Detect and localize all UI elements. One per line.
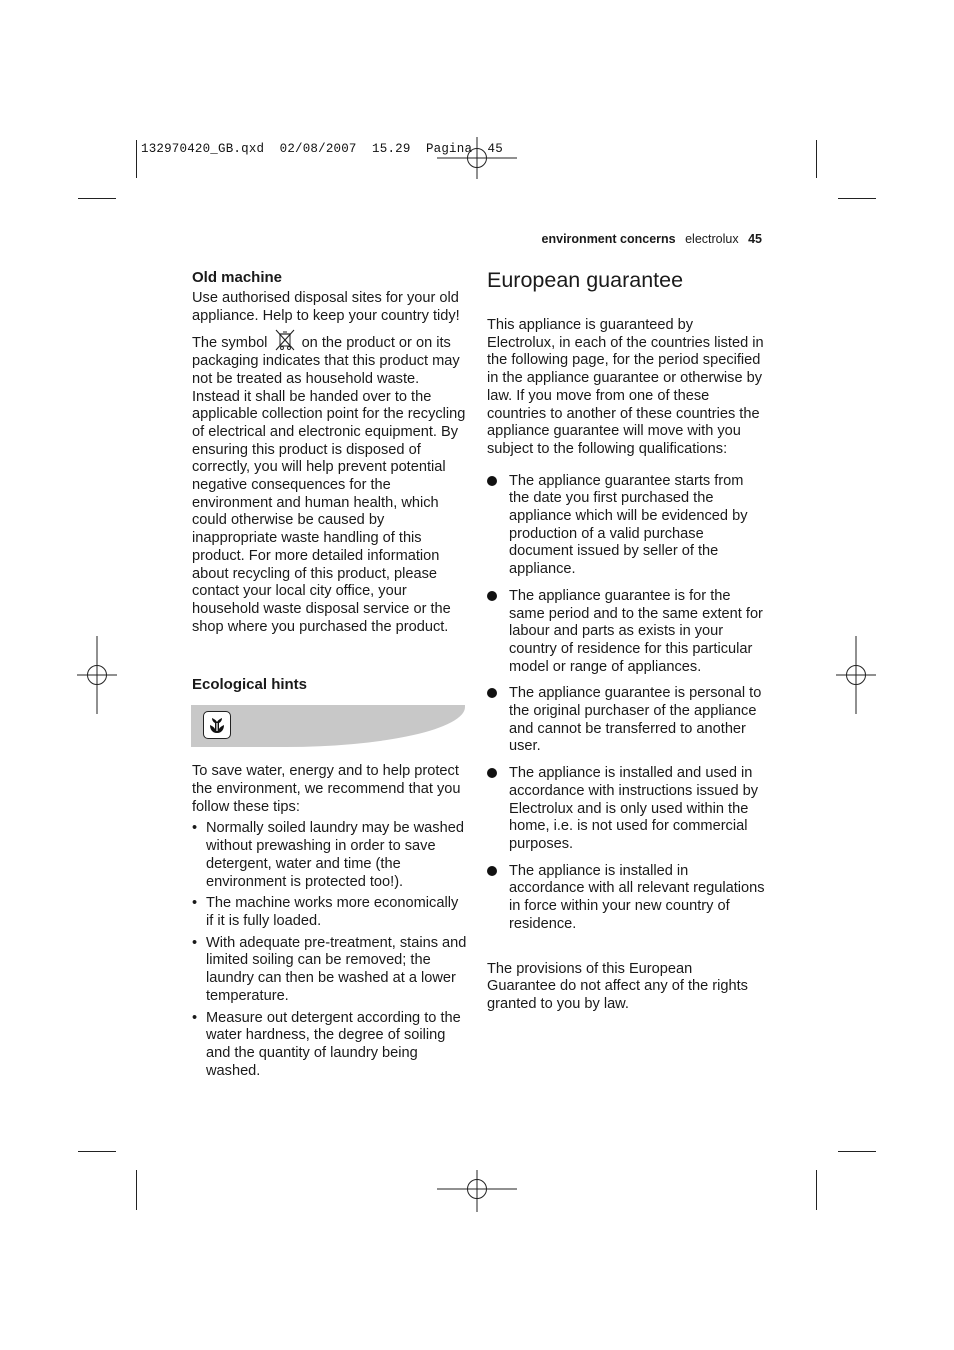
crop-mark <box>136 140 137 178</box>
list-item: • The machine works more economically if it is fully loaded. <box>192 895 459 929</box>
list-item: • With adequate pre-treatment, stains and limited soiling can be removed; the laundry can then be washed at a lower temperature. <box>192 934 467 1004</box>
ecological-hints-heading: Ecological hints <box>192 676 308 694</box>
page-number: 45 <box>748 232 762 246</box>
bullet <box>487 688 497 698</box>
left-column <box>192 268 468 1084</box>
old-machine-para2 <box>192 329 468 636</box>
ecological-hints-band <box>191 705 465 747</box>
old-machine-para1: Use authorised disposal sites for your old appliance. Help to keep your country tidy! <box>192 290 460 324</box>
eco-tips-list <box>192 820 468 1080</box>
right-column <box>487 266 765 1014</box>
registration-mark-icon <box>836 636 876 714</box>
bullet <box>487 476 497 486</box>
running-header <box>542 232 762 246</box>
eco-intro: To save water, energy and to help protect the environment, we recommend that you follow these tips: <box>192 763 461 815</box>
guarantee-closing: The provisions of this European Guarantee do not affect any of the rights granted to you by law. <box>487 960 748 1012</box>
bullet <box>487 768 497 778</box>
header-brand: electrolux <box>685 232 739 246</box>
list-item: The appliance guarantee starts from the date you first purchased the appliance which will be evidenced by production of a valid purchase document issued by seller of the appliance. <box>487 473 765 579</box>
crop-mark <box>78 1151 116 1152</box>
bullet <box>487 591 497 601</box>
page-title: European guarantee <box>487 268 684 292</box>
header-section: environment concerns <box>541 232 676 246</box>
list-item: The appliance is installed and used in accordance with instructions issued by Electrolux and is only used within the home, i.e. is not used for commercial purposes. <box>487 765 765 854</box>
crop-mark <box>838 1151 876 1152</box>
crop-mark <box>78 198 116 199</box>
crop-mark <box>136 1170 137 1210</box>
eco-flower-icon <box>203 711 231 739</box>
registration-mark-icon <box>437 1170 517 1212</box>
crop-mark <box>816 1170 817 1210</box>
list-item: • Normally soiled laundry may be washed without prewashing in order to save detergent, water and time (the environment is protected too!). <box>192 820 464 890</box>
print-slug: 132970420_GB.qxd 02/08/2007 15.29 Pagina 45 <box>141 142 503 156</box>
symbol-text-after: on the product or on its packaging indicates that this product may not be treated as household waste. Instead it shall be handed over to the applicable collection point for the recycling of electrical and electronic equipment. By ensuring this product is disposed of correctly, you will help prevent potential negative consequences for the environment and human health, which could otherwise be caused by inappropriate waste handling of this product. For more detailed information about recycling of this product, please contact your local city office, your household waste disposal service or the shop where you purchased the product. <box>192 335 466 635</box>
symbol-text-before: The symbol <box>192 335 268 352</box>
list-item: The appliance is installed in accordance with all relevant regulations in force within your new country of residence. <box>487 863 765 934</box>
old-machine-heading: Old machine <box>192 269 283 286</box>
registration-mark-icon <box>77 636 117 714</box>
guarantee-intro: This appliance is guaranteed by Electrolux, in each of the countries listed in the following page, for the period specified in the appliance guarantee or otherwise by law. If you move from one of these countries to another of these countries the appliance guarantee will move with you subject to the following qualifications: <box>487 317 764 457</box>
list-item: The appliance guarantee is personal to the original purchaser of the appliance and cannot be transferred to another user. <box>487 685 765 756</box>
crop-mark <box>838 198 876 199</box>
guarantee-conditions-list <box>487 473 765 934</box>
list-item: The appliance guarantee is for the same period and to the same extent for labour and parts as exists in your country of residence for this particular model or range of appliances. <box>487 588 765 677</box>
bullet <box>487 866 497 876</box>
crossed-out-bin-icon <box>275 329 295 351</box>
list-item: • Measure out detergent according to the water hardness, the degree of soiling and the quantity of laundry being washed. <box>192 1009 461 1079</box>
crop-mark <box>816 140 817 178</box>
